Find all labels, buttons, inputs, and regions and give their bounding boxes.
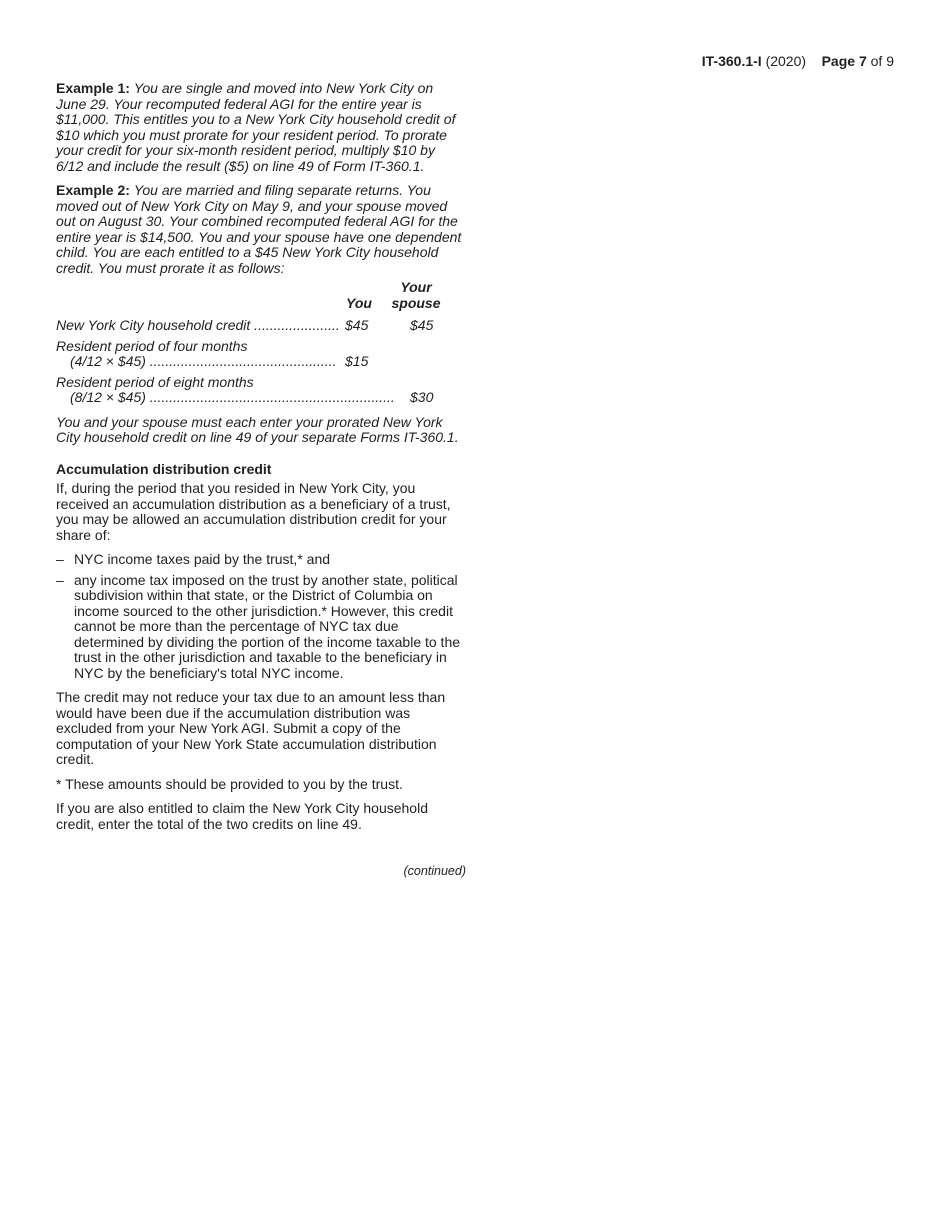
- page-total: of 9: [870, 53, 894, 69]
- example-1-text: You are single and moved into New York City on June 29. Your recomputed federal AGI for the entire year is $11,000. This entitles you to a New York City household credit of $10 which you must prorate for your resident period. To prorate your credit for your six-month resident period, multiply $10 by 6/12 and include the result ($5) on line 49 of Form IT-360.1.: [56, 80, 456, 174]
- form-year: (2020): [765, 53, 807, 69]
- footnote: * These amounts should be provided to you by the trust.: [56, 775, 403, 792]
- row-label: Resident period of eight months: [56, 373, 254, 390]
- row-label: Resident period of four months: [56, 337, 248, 354]
- list-item: [56, 552, 466, 568]
- page-label: Page: [821, 53, 856, 69]
- example-2-text: You are married and filing separate returns. You moved out of New York City on May 9, and your spouse moved out on August 30. Your combined recomputed federal AGI for the entire year is $14,500. You and your spouse have one dependent child. You are each entitled to a $45 New York City household credit. You must prorate it as follows:: [56, 182, 462, 276]
- page-number: 7: [858, 53, 867, 69]
- section-heading-accumulation: Accumulation distribution credit: [56, 460, 272, 477]
- column-header-spouse-line2: spouse: [391, 294, 441, 311]
- accumulation-total-paragraph: If you are also entitled to claim the New York City household credit, enter the total of the two credits on line 49.: [56, 800, 428, 832]
- column-header-spouse-line1: Your: [400, 279, 432, 295]
- row-value-you: $15: [345, 353, 369, 369]
- form-number: IT-360.1-I: [701, 53, 762, 69]
- table-row-four-months: [56, 339, 466, 370]
- example-2: [56, 183, 466, 276]
- example-1-label: Example 1:: [56, 80, 130, 96]
- accumulation-limit-paragraph: The credit may not reduce your tax due to an amount less than would have been due if the accumulation distribution was excluded from your New York AGI. Submit a copy of the computation of your New York State accumulation distribution credit.: [56, 689, 446, 767]
- continued-note: (continued): [403, 864, 466, 878]
- accumulation-intro: If, during the period that you resided in New York City, you received an accumulation distribution as a beneficiary of a trust, you may be allowed an accumulation distribution credit for your share of:: [56, 480, 451, 543]
- list-item-text: NYC income taxes paid by the trust,* and: [74, 551, 331, 567]
- page-header: [702, 53, 894, 69]
- main-column: [56, 81, 466, 880]
- list-item: [56, 573, 466, 682]
- example-1: [56, 81, 466, 174]
- table-row-eight-months: [56, 375, 466, 406]
- table-row-household-credit: [56, 318, 466, 334]
- row-label: New York City household credit ......................: [56, 317, 340, 333]
- example-2-note: You and your spouse must each enter your prorated New York City household credit on line 49 of your separate Forms IT-360.1.: [56, 413, 459, 445]
- row-value-spouse: $45: [410, 317, 434, 333]
- dash-bullet: –: [56, 571, 64, 588]
- row-label-formula: (8/12 × $45) ...............................................................: [70, 389, 395, 405]
- dash-bullet: –: [56, 551, 64, 567]
- list-item-text: any income tax imposed on the trust by another state, political subdivision within that state, or the District of Columbia on income sourced to the other jurisdiction.* However, this credit cannot be more than the percentage of NYC tax due determined by dividing the portion of the income taxable to the trust in the other jurisdiction and taxable to the beneficiary in NYC by the beneficiary's total NYC income.: [74, 571, 461, 681]
- column-header-spouse: [390, 280, 442, 311]
- example-2-label: Example 2:: [56, 182, 130, 198]
- row-label-formula: (4/12 × $45) ................................................: [70, 353, 337, 369]
- proration-table-header: [56, 280, 466, 312]
- column-header-you: You: [346, 295, 372, 311]
- row-value-you: $45: [345, 317, 369, 333]
- row-value-spouse: $30: [410, 389, 434, 405]
